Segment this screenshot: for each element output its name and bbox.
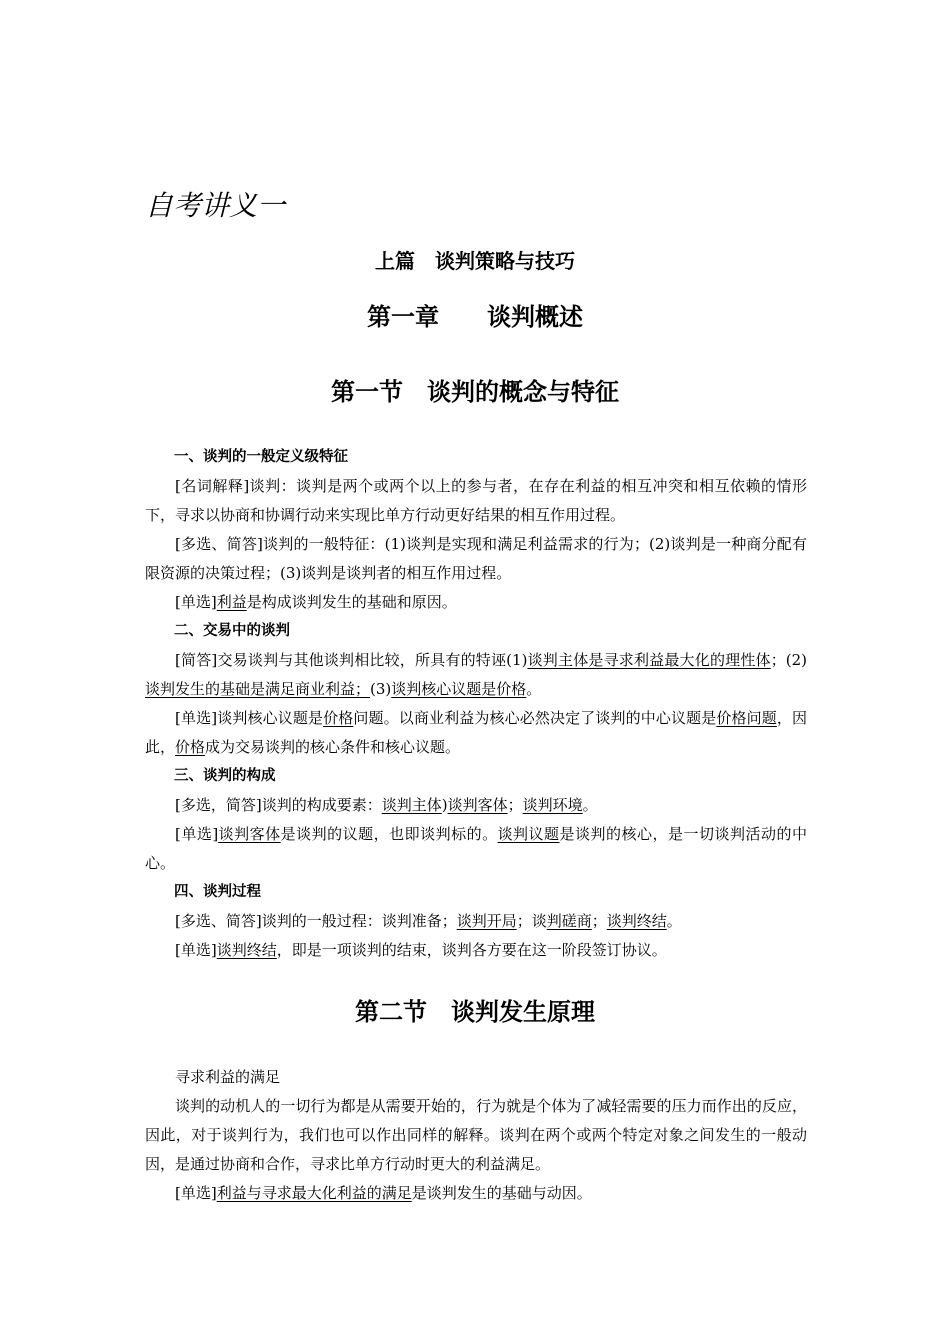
text-run: [单选] [175,1184,217,1202]
text-run: ，因此， [145,709,807,756]
underlined-term: 价格 [323,709,354,727]
underlined-term: 谈判环境 [522,796,583,814]
text-run: ； [507,796,523,814]
text-run: ，即是一项谈判的结束，谈判各方要在这一阶段签订协议。 [276,941,667,959]
body-paragraph [145,936,807,965]
underlined-term: 价格 [175,738,206,756]
body-paragraph [145,820,807,878]
text-run: 是构成谈判发生的基础和原因。 [246,593,457,611]
section-1-title: 第一节 谈判的概念与特征 [331,377,619,406]
text-run: [名词解释]谈判：谈判是两个或两个以上的参与者，在存在利益的相互冲突和相互依赖的情形下，寻求以协商和协调行动来实现比单方行动更好结果的相互作用过程。 [145,477,807,524]
subsection-heading [145,878,807,907]
text-run: 一、谈判的一般定义级特征 [174,449,348,465]
underlined-term: 价格问题 [716,709,777,727]
underlined-term: 谈判主体是寻求利益最大化的理性体 [527,651,771,669]
text-run: 四、谈判过程 [174,884,261,900]
underlined-term: 利益与寻求最大化利益的满足 [216,1184,412,1202]
chapter-title: 第一章 谈判概述 [367,302,583,331]
text-run: 是谈判发生的基础与动因。 [411,1184,592,1202]
text-run: [多选、简答]谈判的一般特征：(1)谈判是实现和满足利益需求的行为；(2)谈判是一种商分配有限资源的决策过程；(3)谈判是谈判者的相互作用过程。 [145,535,807,582]
text-run: 。 [526,680,542,698]
subsection-heading [145,617,807,646]
subsection-heading [145,762,807,791]
text-run: 是谈判的核心，是一切谈判活动的中心。 [145,825,807,872]
text-run: 是谈判的议题，也即谈判标的。 [280,825,498,843]
text-run: [单选] [175,941,217,959]
text-run: 二、交易中的谈判 [174,623,290,639]
underlined-term: 谈判客体 [218,825,281,843]
body-paragraph [145,1063,807,1092]
underlined-term: 判磋商 [546,912,592,930]
text-run: 。 [666,912,682,930]
subsection-heading [145,443,807,472]
text-run: 三、谈判的构成 [174,768,276,784]
body-paragraph [145,588,807,617]
body-paragraph [145,907,807,936]
underlined-term: 谈判客体 [447,796,508,814]
body-paragraph [145,530,807,588]
text-run: ；(2) [770,651,807,669]
section-2-body [145,1063,807,1208]
text-run: [单选] [175,825,219,843]
text-run: (3) [370,680,392,698]
body-paragraph [145,791,807,820]
text-run: [多选、简答]谈判的一般过程：谈判准备； [175,912,457,930]
text-run: ； [591,912,607,930]
text-run: 成为交易谈判的核心条件和核心议题。 [205,738,461,756]
underlined-term: 谈判主体 [381,796,442,814]
text-run: 问题。以商业利益为核心必然决定了谈判的中心议题是 [353,709,717,727]
text-run: [简答]交易谈判与其他谈判相比较，所具有的特诬(1) [175,651,528,669]
text-run: [单选]谈判核心议题是 [175,709,324,727]
text-run: ) [441,796,448,814]
body-paragraph [145,704,807,762]
document-title: 自考讲义一 [145,189,286,222]
text-run: 谈判的动机人的一切行为都是从需要开始的，行为就是个体为了减轻需要的压力而作出的反应，因此，对于谈判行为，我们也可以作出同样的解释。谈判在两个或两个特定对象之间发生的一般动因，是通过协商和合作，寻求比单方行动时更大的利益满足。 [145,1097,807,1173]
text-run: 寻求利益的满足 [175,1068,281,1086]
underlined-term: 谈判核心议题是价格 [391,680,527,698]
text-run: [多选，简答]谈判的构成要素： [175,796,382,814]
section-1-body [145,443,807,965]
body-paragraph [145,1179,807,1208]
body-paragraph [145,472,807,530]
body-paragraph [145,646,807,704]
section-2-title: 第二节 谈判发生原理 [355,997,595,1026]
underlined-term: 谈判开局 [456,912,517,930]
underlined-term: 谈判终结 [216,941,277,959]
text-run: 。 [582,796,598,814]
underlined-term: 谈判发生的基础是满足商业利益； [145,680,371,698]
body-paragraph [145,1092,807,1179]
underlined-term: 利益 [216,593,247,611]
underlined-term: 谈判议题 [497,825,560,843]
text-run: ；谈 [516,912,547,930]
text-run: [单选] [175,593,217,611]
part-title: 上篇 谈判策略与技巧 [375,249,575,273]
underlined-term: 谈判终结 [606,912,667,930]
